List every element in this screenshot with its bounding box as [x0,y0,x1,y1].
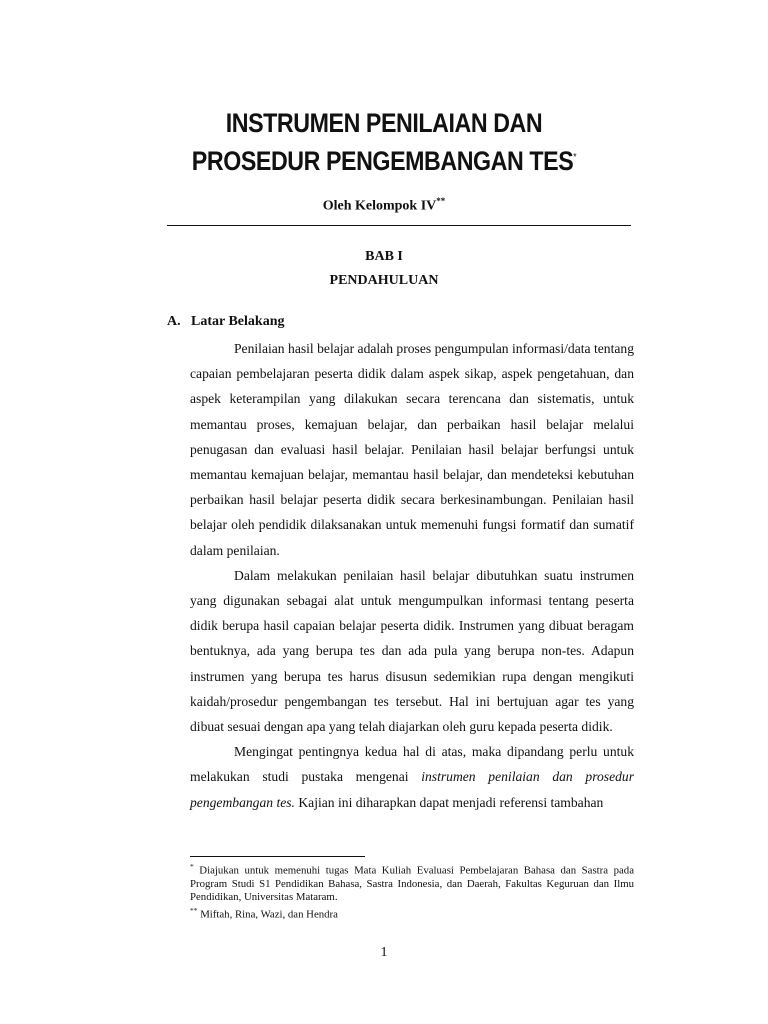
author-line: Oleh Kelompok IV** [322,196,446,214]
footnote-divider [190,856,365,857]
page-number: 1 [380,945,388,960]
document-title-line-1: INSTRUMEN PENILAIAN DAN [225,108,543,138]
paragraph-2: Dalam melakukan penilaian hasil belajar dibutuhkan suatu instrumen yang digunakan sebagai alat untuk mengumpulkan informasi tentang peserta didik berupa hasil capaian belajar peserta didik. Instrumen yang dibuat beragam bentuknya, ada yang berupa tes dan ada pula yang berupa non-tes. Adapun instrumen yang berupa tes harus disusun sedemikian rupa dengan mengikuti kaidah/prosedur pengembangan tes tersebut. Hal ini bertujuan agar tes yang dibuat sesuai dengan apa yang telah diajarkan oleh guru kepada peserta didik. [190,567,634,735]
header-divider [167,225,631,226]
section-heading [167,314,284,330]
paragraph-1: Penilaian hasil belajar adalah proses pengumpulan informasi/data tentang capaian pembelajaran peserta didik dalam aspek sikap, aspek pengetahuan, dan aspek keterampilan yang dilakukan secara terencana dan sistematis, untuk memantau proses, kemajuan belajar, dan perbaikan hasil belajar melalui penugasan dan evaluasi hasil belajar. Penilaian hasil belajar berfungsi untuk memantau kemajuan belajar, memantau hasil belajar, dan mendeteksi kebutuhan perbaikan hasil belajar peserta didik secara berkesinambungan. Penilaian hasil belajar oleh pendidik dilaksanakan untuk memenuhi fungsi formatif dan sumatif dalam penilaian. [190,341,634,558]
chapter-title: PENDAHULUAN [329,273,439,288]
footnote-1: * Diajukan untuk memenuhi tugas Mata Kuliah Evaluasi Pembelajaran Bahasa dan Sastra pada Program Studi S1 Pendidikan Bahasa, Sastra Indonesia, dan Daerah, Fakultas Keguruan dan Ilmu Pendidikan, Universitas Mataram. [190,862,634,903]
section-letter: A. [167,314,181,329]
section-title: Latar Belakang [191,314,285,329]
paragraph-3: Mengingat pentingnya kedua hal di atas, maka dipandang perlu untuk melakukan studi pustaka mengenai instrumen penilaian dan prosedur pengembangan tes. Kajian ini diharapkan dapat menjadi referensi tambahan [190,744,634,810]
body-text [190,336,634,815]
footnotes [190,860,634,921]
footnote-2: ** Miftah, Rina, Wazi, dan Hendra [190,905,338,921]
italic-phrase: instrumen penilaian dan prosedur pengembangan tes. [190,769,634,810]
document-title-line-2: PROSEDUR PENGEMBANGAN TES* [191,146,577,176]
author-footnote-mark: ** [436,196,446,206]
title-footnote-mark: * [573,152,577,163]
chapter-number: BAB I [365,249,403,264]
